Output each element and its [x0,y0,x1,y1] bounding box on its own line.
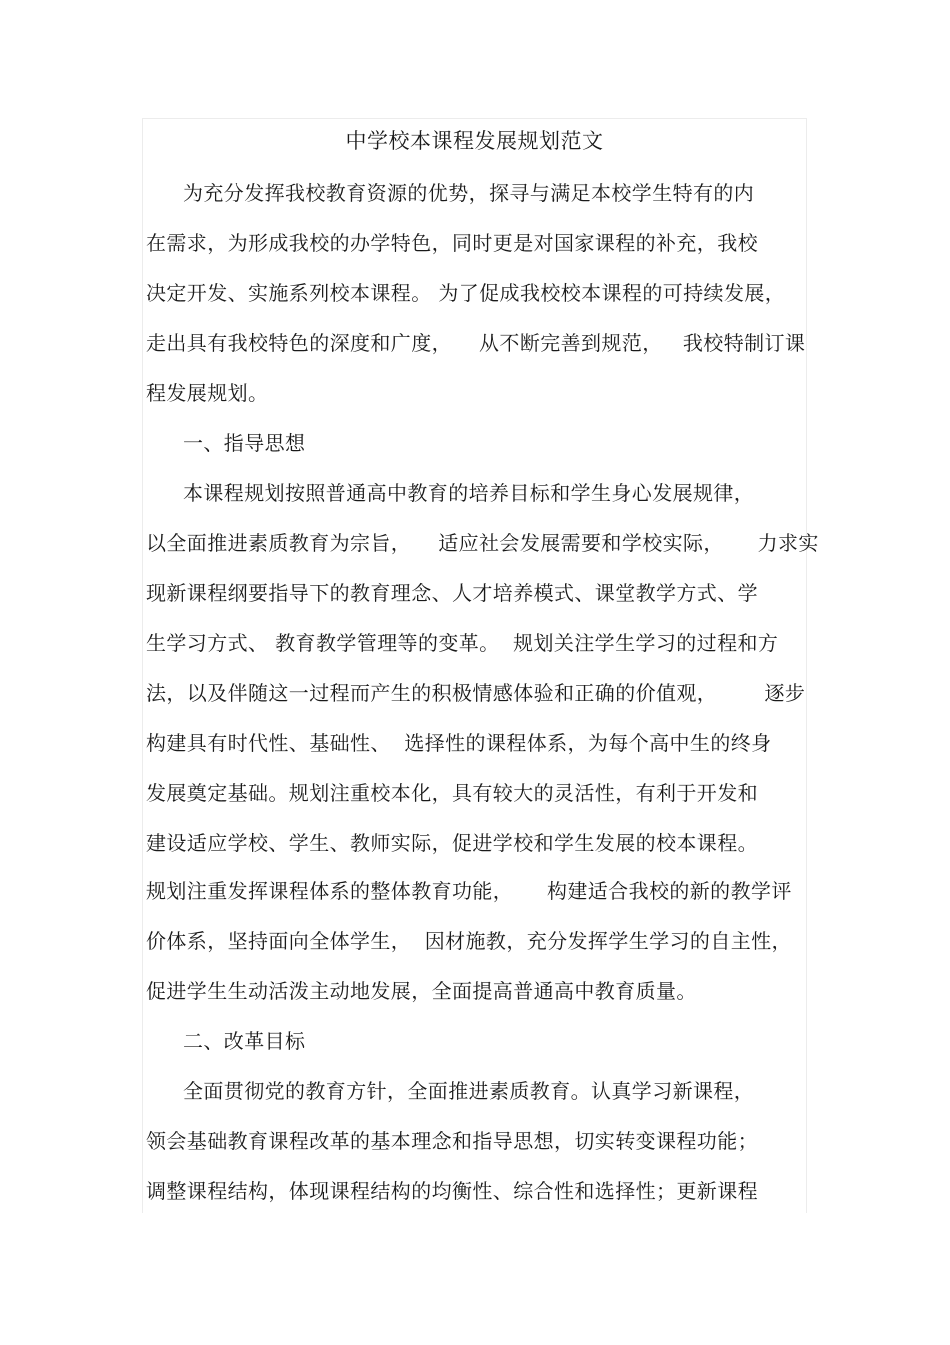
paragraph-1-line-5: 程发展规划。 [146,381,269,405]
paragraph-1-line-3: 决定开发、实施系列校本课程。 为了促成我校校本课程的可持续发展， [146,281,786,305]
paragraph-3-line-1: 全面贯彻党的教育方针，全面推进素质教育。认真学习新课程， [183,1079,755,1103]
section-heading-2: 二、改革目标 [183,1029,306,1053]
paragraph-1-line-2: 在需求，为形成我校的办学特色，同时更是对国家课程的补充，我校 [146,231,758,255]
paragraph-1-line-4: 走出具有我校特色的深度和广度， 从不断完善到规范， 我校特制订课 [146,331,806,355]
document-title: 中学校本课程发展规划范文 [345,129,604,153]
paragraph-2-line-10: 价体系，坚持面向全体学生， 因材施教，充分发挥学生学习的自主性， [146,929,792,953]
paragraph-2-line-4: 生学习方式、 教育教学管理等的变革。 规划关注学生学习的过程和方 [146,631,779,655]
paragraph-3-line-2: 领会基础教育课程改革的基本理念和指导思想，切实转变课程功能； [146,1129,758,1153]
paragraph-2-line-3: 现新课程纲要指导下的教育理念、人才培养模式、课堂教学方式、学 [146,581,758,605]
section-heading-1: 一、指导思想 [183,431,306,455]
paragraph-1-line-1: 为充分发挥我校教育资源的优势，探寻与满足本校学生特有的内 [183,181,755,205]
paragraph-2-line-6: 构建具有时代性、基础性、 选择性的课程体系，为每个高中生的终身 [146,731,772,755]
paragraph-2-line-1: 本课程规划按照普通高中教育的培养目标和学生身心发展规律， [183,481,755,505]
paragraph-2-line-5: 法，以及伴随这一过程而产生的积极情感体验和正确的价值观， 逐步 [146,681,806,705]
paragraph-2-line-9: 规划注重发挥课程体系的整体教育功能， 构建适合我校的新的教学评 [146,879,792,903]
paragraph-3-line-3: 调整课程结构，体现课程结构的均衡性、综合性和选择性；更新课程 [146,1179,758,1203]
paragraph-2-line-2: 以全面推进素质教育为宗旨， 适应社会发展需要和学校实际， 力求实 [146,531,819,555]
paragraph-2-line-8: 建设适应学校、学生、教师实际，促进学校和学生发展的校本课程。 [146,831,758,855]
paragraph-2-line-7: 发展奠定基础。规划注重校本化，具有较大的灵活性，有利于开发和 [146,781,758,805]
paragraph-2-line-11: 促进学生生动活泼主动地发展，全面提高普通高中教育质量。 [146,979,697,1003]
